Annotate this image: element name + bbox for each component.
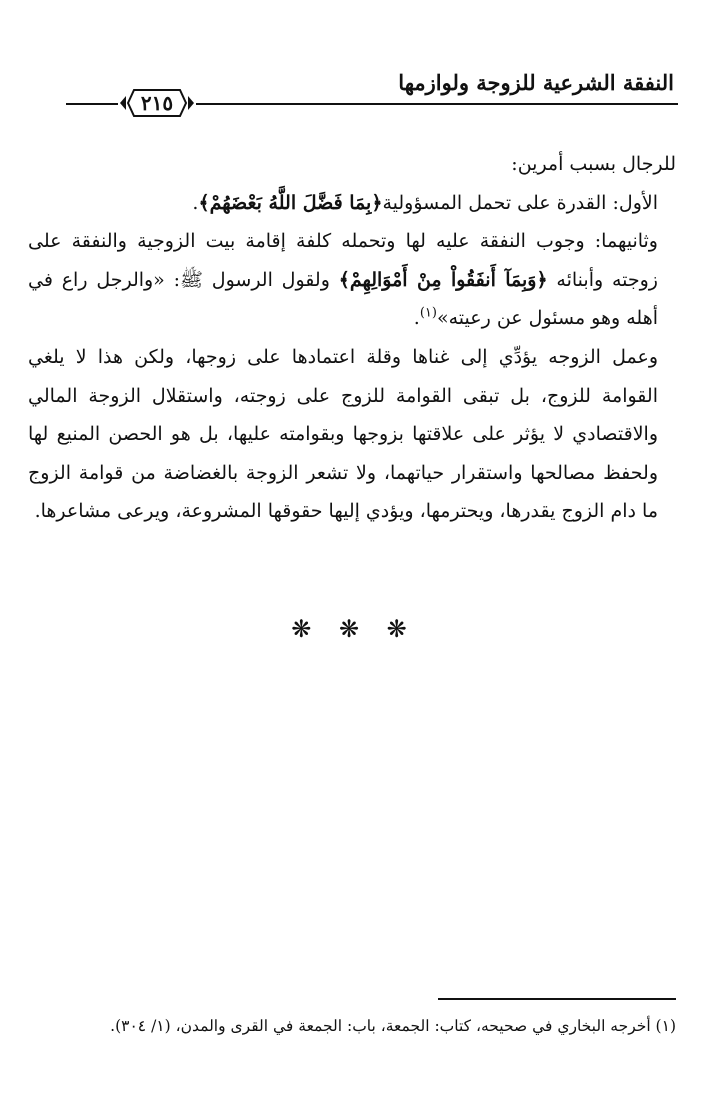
- paragraph-4-text: وعمل الزوجه يؤدِّي إلى غناها وقلة اعتمادها على زوجها، ولكن هذا لا يلغي القوامة للزوج، بل تبقى القوامة للزوج على زوجته، واستقلال الزوجة المالي والاقتصادي لا يؤثر على علاقتها بزوجها وبقوامته عليها، بل هو الحصن المنيع لها ولحفظ مصالحها واستقرار حياتهما، ولا تشعر الزوجة بالغضاضة من قوامة الزوج ما دام الزوج يقدرها، ويحترمها، ويؤدي إليها حقوقها المشروعة، ويرعى مشاعرها.: [28, 345, 658, 523]
- paragraph-4: [28, 338, 676, 531]
- footnote-rule: [438, 998, 676, 1000]
- paragraph-1: [28, 145, 676, 184]
- paragraph-2: [28, 184, 676, 223]
- quran-verse-2: ﴿وَبِمَآ أَنفَقُواْ مِنْ أَمْوَالِهِمْ﴾: [338, 268, 548, 291]
- quran-verse-1: ﴿بِمَا فَضَّلَ اللَّهُ بَعْضَهُمْ﴾: [198, 191, 383, 214]
- paragraph-2-text: الأول: القدرة على تحمل المسؤولية: [382, 191, 658, 214]
- running-title: النفقة الشرعية للزوجة ولوازمها: [398, 70, 674, 95]
- body-text: [28, 145, 676, 531]
- paragraph-3-end: .: [413, 307, 420, 330]
- paragraph-2-end: .: [192, 191, 199, 214]
- header-rule-left: [66, 103, 118, 105]
- section-separator: ❋ ❋ ❋: [291, 615, 417, 643]
- header-rule-right: [196, 103, 678, 105]
- footnote-reference: (١): [419, 306, 437, 322]
- footnote: (١) أخرجه البخاري في صحيحه، كتاب: الجمعة، باب: الجمعة في القرى والمدن، (١/ ٣٠٤).: [110, 1017, 676, 1035]
- hadith-text: ولقول الرسول ﷺ: «والرجل راع في أهله وهو مسئول عن رعيته»: [28, 268, 658, 330]
- paragraph-1-text: للرجال بسبب أمرين:: [511, 153, 676, 175]
- page-number: ٢١٥: [140, 91, 174, 115]
- paragraph-3-text: وثانيهما: وجوب النفقة عليه لها وتحمله كلفة إقامة بيت الزوجية والنفقة على زوجته وأبنائه: [28, 230, 658, 291]
- paragraph-3: [28, 222, 676, 338]
- page-number-ornament: [118, 86, 196, 120]
